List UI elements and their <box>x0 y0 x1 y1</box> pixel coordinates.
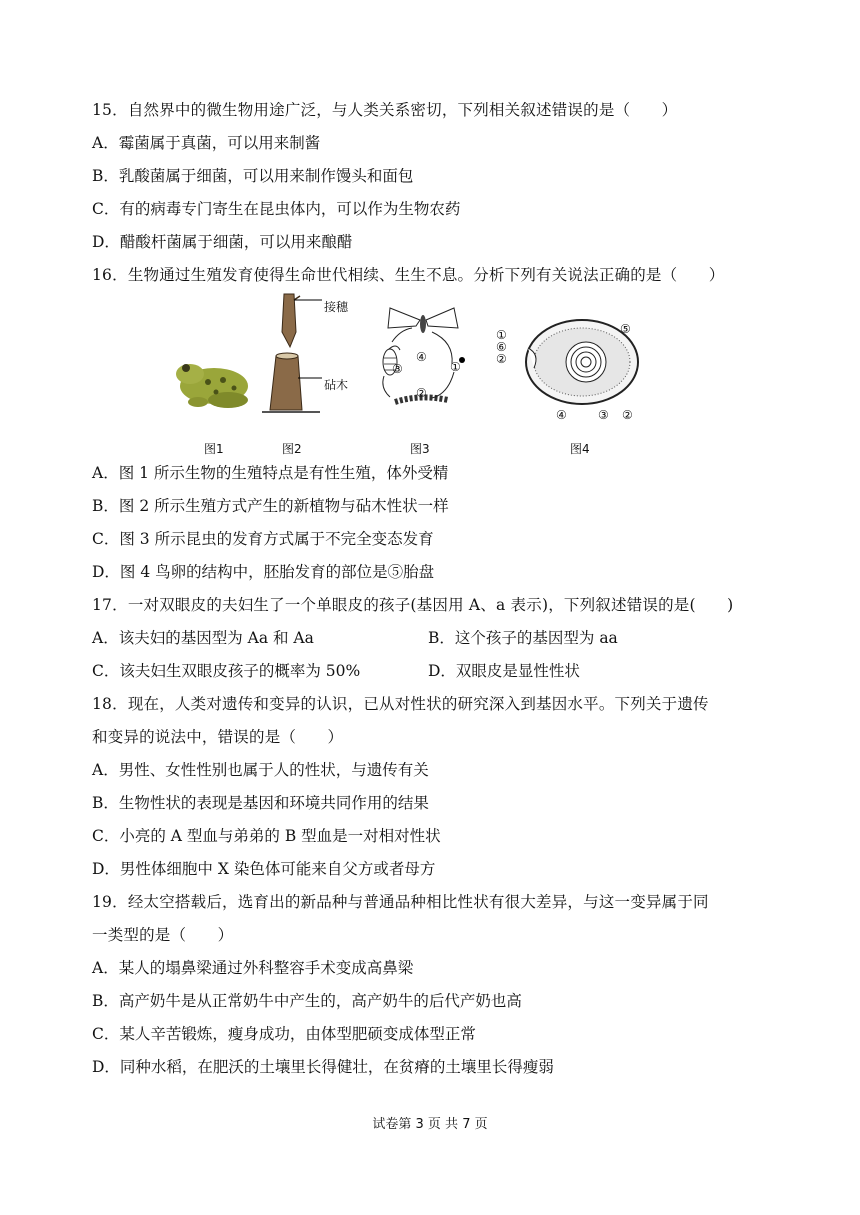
q19-option-b: B．高产奶牛是从正常奶牛中产生的，高产奶牛的后代产奶也高 <box>92 992 522 1010</box>
q18-option-d: D．男性体细胞中 X 染色体可能来自父方或者母方 <box>92 860 436 878</box>
q17-option-a: A．该夫妇的基因型为 Aa 和 Aa <box>92 629 314 647</box>
frog-illustration <box>168 352 258 417</box>
q15-option-b: B．乳酸菌属于细菌，可以用来制作馒头和面包 <box>92 167 414 185</box>
q16-figures <box>160 292 680 462</box>
q16-option-b: B．图 2 所示生殖方式产生的新植物与砧木性状一样 <box>92 497 449 515</box>
egg-part-label: ③ <box>598 408 609 422</box>
q17-option-b: B．这个孩子的基因型为 aa <box>428 629 618 647</box>
insect-stage-label: ② <box>416 386 427 400</box>
egg-part-label: ② <box>622 408 633 422</box>
q19-stem-line2: 一类型的是（ ） <box>92 926 234 944</box>
figure-1-caption: 图1 <box>204 442 224 456</box>
egg-part-label: ⑥ <box>496 340 507 354</box>
insect-stage-label: ④ <box>416 350 427 364</box>
q16-option-a: A．图 1 所示生物的生殖特点是有性生殖，体外受精 <box>92 464 449 482</box>
q16-stem: 16．生物通过生殖发育使得生命世代相续、生生不息。分析下列有关说法正确的是（ ） <box>92 266 725 284</box>
q15-option-a: A．霉菌属于真菌，可以用来制酱 <box>92 134 321 152</box>
rootstock-label: 砧木 <box>324 378 349 392</box>
figure-4-caption: 图4 <box>570 442 590 456</box>
scion-label: 接穗 <box>324 300 349 314</box>
q18-stem-line1: 18．现在，人类对遗传和变异的认识，已从对性状的研究深入到基因水平。下列关于遗传 <box>92 695 709 713</box>
q15-stem: 15．自然界中的微生物用途广泛，与人类关系密切，下列相关叙述错误的是（ ） <box>92 101 678 119</box>
q19-stem-line1: 19．经太空搭载后，选育出的新品种与普通品种相比性状有很大差异，与这一变异属于同 <box>92 893 709 911</box>
egg-part-label: ① <box>496 328 507 342</box>
q17-option-c: C．该夫妇生双眼皮孩子的概率为 50% <box>92 662 361 680</box>
q18-option-b: B．生物性状的表现是基因和环境共同作用的结果 <box>92 794 429 812</box>
q19-option-c: C．某人辛苦锻炼，瘦身成功，由体型肥硕变成体型正常 <box>92 1025 476 1043</box>
q16-option-c: C．图 3 所示昆虫的发育方式属于不完全变态发育 <box>92 530 434 548</box>
q17-stem: 17．一对双眼皮的夫妇生了一个单眼皮的孩子(基因用 A、a 表示)，下列叙述错误的是( ) <box>92 596 734 614</box>
insect-stage-label: ③ <box>392 362 403 376</box>
grafting-illustration <box>260 292 370 420</box>
q19-option-a: A．某人的塌鼻梁通过外科整容手术变成高鼻梁 <box>92 959 414 977</box>
egg-part-label: ④ <box>556 408 567 422</box>
q18-option-a: A．男性、女性性别也属于人的性状，与遗传有关 <box>92 761 429 779</box>
q15-option-d: D．醋酸杆菌属于细菌，可以用来酿醋 <box>92 233 353 251</box>
q16-option-d: D．图 4 鸟卵的结构中，胚胎发育的部位是⑤胎盘 <box>92 563 435 581</box>
insect-stage-label: ① <box>450 360 461 374</box>
egg-part-label: ⑤ <box>620 322 631 336</box>
figure-3-caption: 图3 <box>410 442 430 456</box>
q17-option-d: D．双眼皮是显性性状 <box>428 662 580 680</box>
q19-option-d: D．同种水稻，在肥沃的土壤里长得健壮，在贫瘠的土壤里长得瘦弱 <box>92 1058 554 1076</box>
q18-stem-line2: 和变异的说法中，错误的是（ ） <box>92 728 344 746</box>
q15-option-c: C．有的病毒专门寄生在昆虫体内，可以作为生物农药 <box>92 200 461 218</box>
egg-part-label: ② <box>496 352 507 366</box>
figure-2-caption: 图2 <box>282 442 302 456</box>
page-footer: 试卷第 3 页 共 7 页 <box>372 1117 488 1132</box>
q18-option-c: C．小亮的 A 型血与弟弟的 B 型血是一对相对性状 <box>92 827 441 845</box>
